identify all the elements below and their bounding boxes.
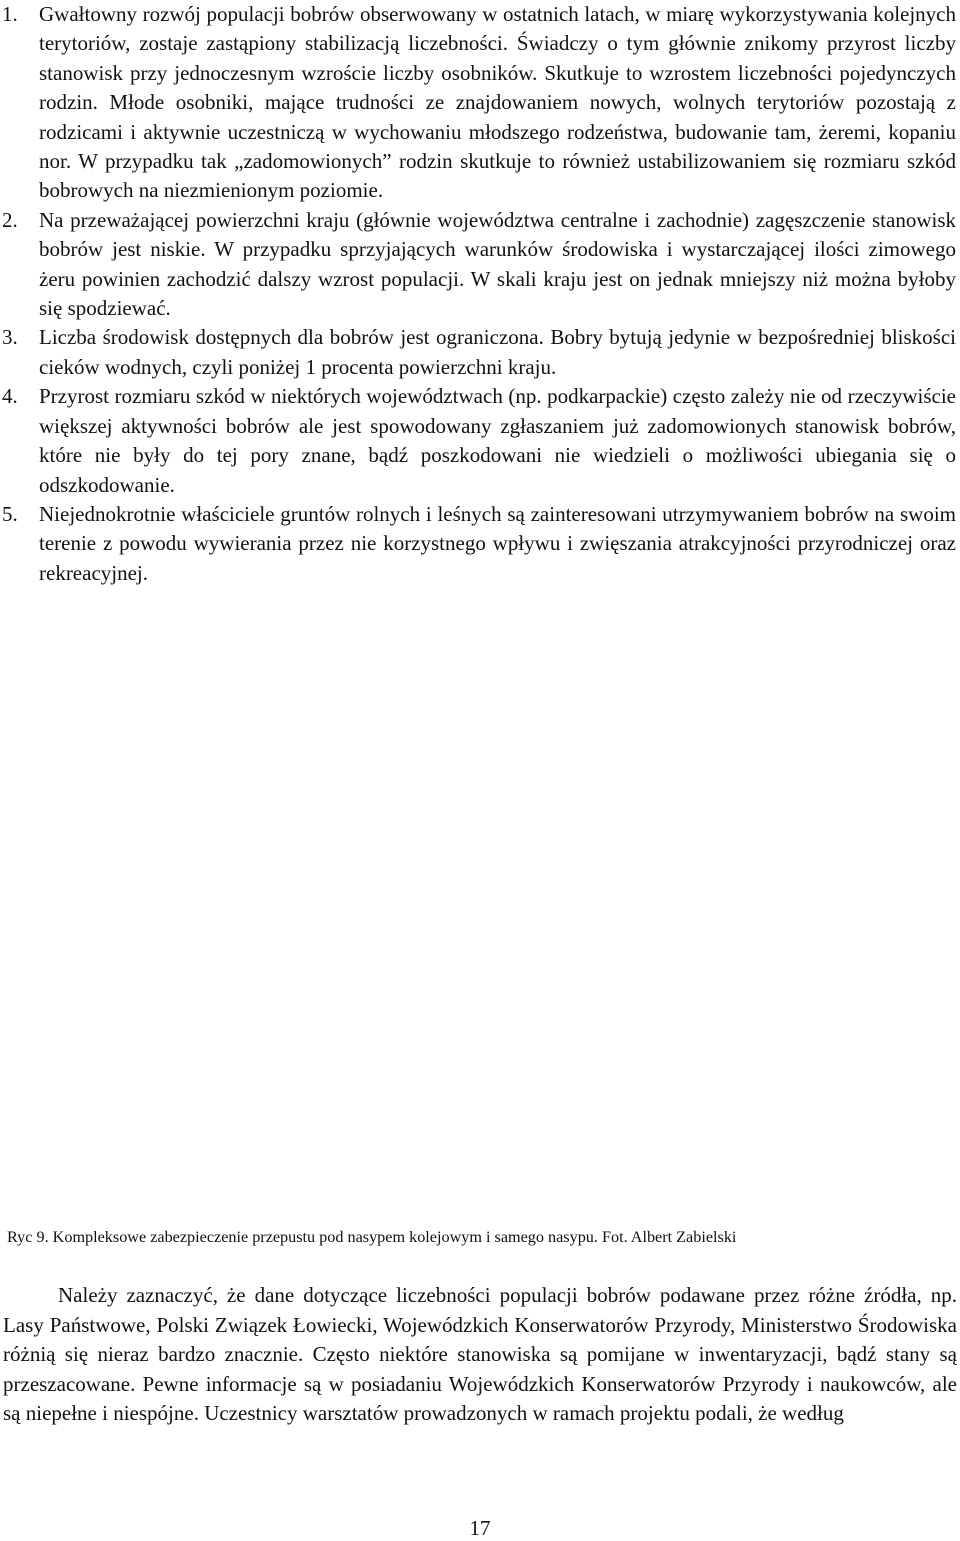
list-number: 5. (2, 501, 18, 526)
list-number: 3. (2, 325, 18, 350)
list-number: 2. (2, 207, 18, 232)
list-number: 1. (2, 2, 18, 26)
figure-caption: Ryc 9. Kompleksowe zabezpieczenie przepustu pod nasypem kolejowym i samego nasypu. Fot. Albert Zabielski (7, 1228, 737, 1246)
body-paragraph: Należy zaznaczyć, że dane dotyczące liczebności populacji bobrów podawane przez różne źródła, np. Lasy Państwowe, Polski Związek Łowiecki, Wojewódzkich Konserwatorów Przyrody, Ministerstwo Środowiska różnią się nieraz bardzo znacznie. Często niektóre stanowiska są pomijane w inwentaryzacji, bądź stany są przeszacowane. Pewne informacje są w posiadaniu Wojewódzkich Konserwatorów Przyrody i naukowców, ale są niepełne i niespójne. Uczestnicy warsztatów prowadzonych w ramach projektu podali, że według (3, 1283, 957, 1426)
list-item-text: Liczba środowisk dostępnych dla bobrów jest ograniczona. Bobry bytują jedynie w bezpośredniej bliskości cieków wodnych, czyli poniżej 1 procenta powierzchni kraju. (39, 325, 956, 379)
numbered-list (0, 0, 960, 588)
list-item-text: Gwałtowny rozwój populacji bobrów obserwowany w ostatnich latach, w miarę wykorzystywania kolejnych terytoriów, zostaje zastąpiony stabilizacją liczebności. Świadczy o tym głównie znikomy przyrost liczby stanowisk przy jednoczesnym wzroście liczby osobników. Skutkuje to wzrostem liczebności pojedynczych rodzin. Młode osobniki, mające trudności ze znajdowaniem nowych, wolnych terytoriów pozostają z rodzicami i aktywnie uczestniczą w wychowaniu młodszego rodzeństwa, budowanie tam, żeremi, kopaniu nor. W przypadku tak „zadomowionych” rodzin skutkuje to również ustabilizowaniem się rozmiaru szkód bobrowych na niezmienionym poziomie. (39, 2, 956, 203)
list-item-5 (0, 500, 960, 588)
list-item-text: Niejednokrotnie właściciele gruntów rolnych i leśnych są zainteresowani utrzymywaniem bobrów na swoim terenie z powodu wywierania przez nie korzystnego wpływu i zwięszania atrakcyjności przyrodniczej oraz rekreacyjnej. (39, 501, 956, 585)
list-item-3 (0, 323, 960, 382)
list-item-1 (0, 0, 960, 206)
list-item-text: Na przeważającej powierzchni kraju (głównie województwa centralne i zachodnie) zagęszczenie stanowisk bobrów jest niskie. W przypadku sprzyjających warunków środowiska i wystarczającej ilości zimowego żeru powinien zachodzić dalszy wzrost populacji. W skali kraju jest on jednak mniejszy niż można byłoby się spodziewać. (39, 207, 956, 321)
list-item-2 (0, 206, 960, 324)
page-number: 17 (469, 1516, 491, 1540)
list-item-4 (0, 382, 960, 500)
list-number: 4. (2, 384, 18, 409)
list-item-text: Przyrost rozmiaru szkód w niektórych województwach (np. podkarpackie) często zależy nie od rzeczywiście większej aktywności bobrów ale jest spowodowany zgłaszaniem już zadomowionych stanowisk bobrów, które nie były do tej pory znane, bądź poszkodowani nie wiedzieli o możliwości ubiegania się o odszkodowanie. (39, 384, 956, 497)
